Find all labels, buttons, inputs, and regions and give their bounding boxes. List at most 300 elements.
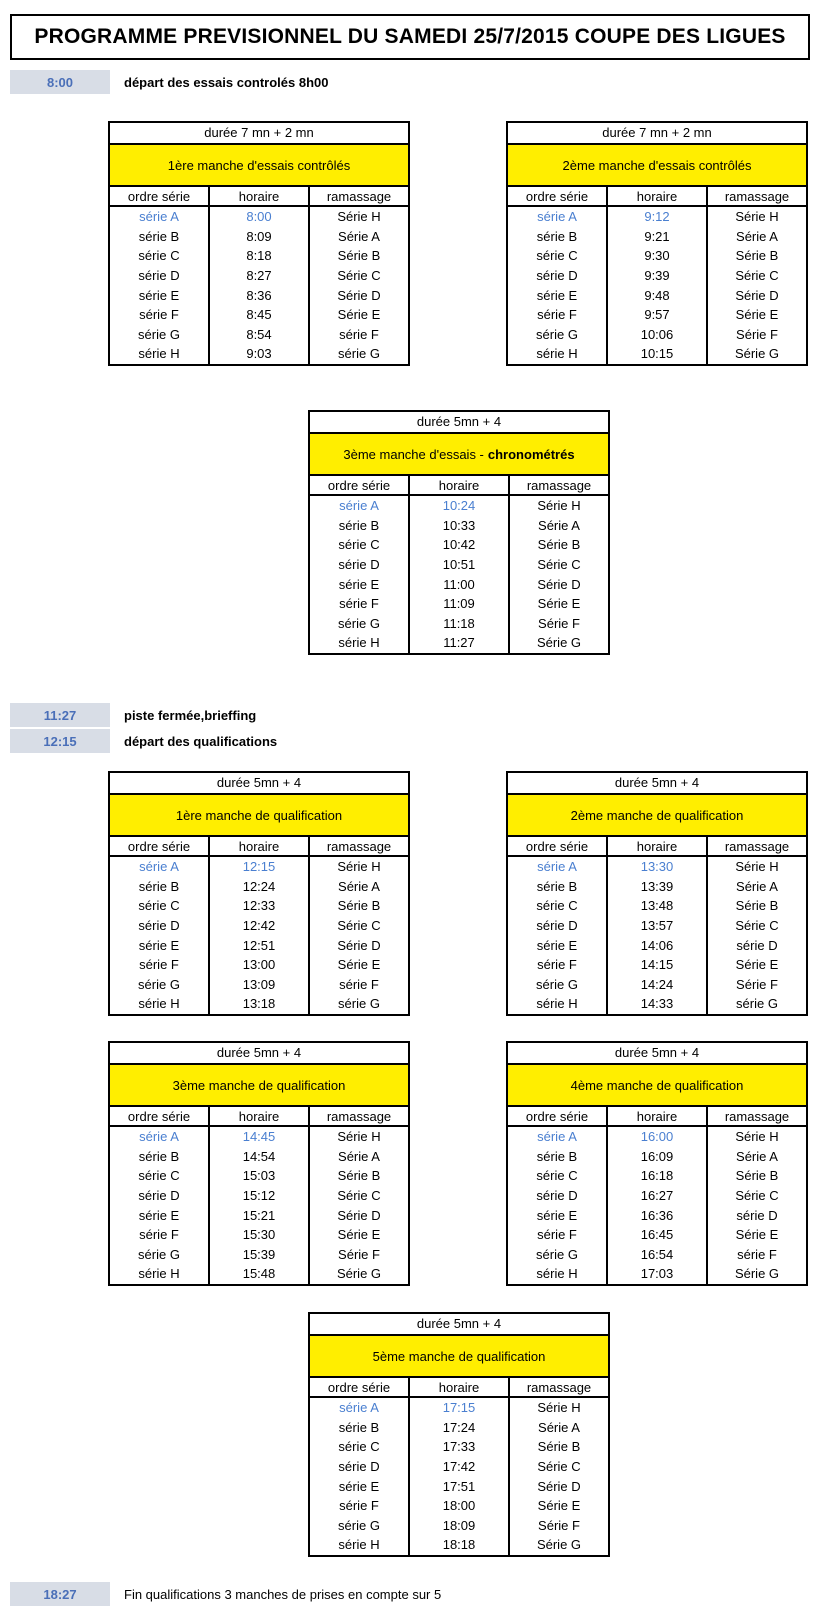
time-cell: 12:42 bbox=[209, 916, 309, 936]
time-cell: 8:45 bbox=[209, 305, 309, 325]
time-cell: 14:54 bbox=[209, 1147, 309, 1167]
series-cell: série H bbox=[508, 344, 607, 364]
pickup-cell: série D bbox=[736, 937, 778, 953]
schedule-title bbox=[508, 795, 806, 837]
series-cell: série E bbox=[110, 935, 209, 955]
schedule-title-text: 2ème manche de qualification bbox=[570, 807, 744, 823]
table-row bbox=[110, 935, 408, 955]
table-row bbox=[508, 1147, 806, 1167]
column-header: ramassage bbox=[509, 1378, 608, 1397]
series-cell: série C bbox=[508, 1166, 607, 1186]
table-row bbox=[110, 896, 408, 916]
schedule-title-text: 1ère manche d'essais contrôlés bbox=[167, 157, 351, 173]
column-header: ramassage bbox=[707, 1107, 806, 1126]
series-cell: série D bbox=[110, 916, 209, 936]
series-cell: série A bbox=[508, 1126, 607, 1147]
time-cell: 16:36 bbox=[607, 1205, 707, 1225]
header-row bbox=[310, 476, 608, 495]
series-cell: série D bbox=[110, 266, 209, 286]
table-row bbox=[508, 955, 806, 975]
time-cell: 11:27 bbox=[409, 633, 509, 653]
table-row bbox=[508, 877, 806, 897]
series-cell: série B bbox=[508, 877, 607, 897]
time-cell: 13:30 bbox=[607, 856, 707, 877]
series-cell: série C bbox=[310, 1437, 409, 1457]
column-header: horaire bbox=[607, 1107, 707, 1126]
series-cell: série H bbox=[508, 994, 607, 1014]
pickup-cell: Série H bbox=[735, 1129, 779, 1145]
time-cell: 8:27 bbox=[209, 266, 309, 286]
table-row bbox=[508, 246, 806, 266]
pickup-cell: Série H bbox=[735, 859, 779, 875]
table-row bbox=[310, 1496, 608, 1516]
column-header: ramassage bbox=[707, 187, 806, 206]
series-cell: série A bbox=[310, 495, 409, 516]
pickup-cell: Série D bbox=[337, 937, 381, 953]
table-row bbox=[508, 206, 806, 227]
schedule-duration: durée 5mn + 4 bbox=[310, 1314, 608, 1336]
schedule-title-text: 5ème manche de qualification bbox=[372, 1348, 546, 1364]
page-title: PROGRAMME PREVISIONNEL DU SAMEDI 25/7/2015 COUPE DES LIGUES bbox=[10, 14, 810, 60]
timeline-text: départ des essais controlés 8h00 bbox=[124, 74, 329, 90]
series-cell: série A bbox=[110, 856, 209, 877]
pickup-cell: Série C bbox=[735, 918, 779, 934]
table-row bbox=[508, 266, 806, 286]
time-cell: 18:09 bbox=[409, 1516, 509, 1536]
timeline-time: 12:15 bbox=[10, 729, 110, 753]
table-row bbox=[110, 856, 408, 877]
column-header: ramassage bbox=[707, 837, 806, 856]
column-header: ramassage bbox=[309, 1107, 408, 1126]
time-cell: 9:48 bbox=[607, 285, 707, 305]
pickup-cell: Série E bbox=[735, 957, 779, 973]
schedule-grid bbox=[508, 187, 806, 364]
table-row bbox=[310, 1535, 608, 1555]
timeline-row bbox=[10, 729, 277, 753]
schedule-grid bbox=[310, 476, 608, 653]
series-cell: série C bbox=[110, 1166, 209, 1186]
time-cell: 15:21 bbox=[209, 1205, 309, 1225]
schedule-grid bbox=[110, 1107, 408, 1284]
time-cell: 12:24 bbox=[209, 877, 309, 897]
schedule-title-text: 1ère manche de qualification bbox=[175, 807, 343, 823]
time-cell: 9:39 bbox=[607, 266, 707, 286]
pickup-cell: Série C bbox=[337, 268, 381, 284]
schedule-title-text: 3ème manche de qualification bbox=[172, 1077, 346, 1093]
pickup-cell: Série D bbox=[337, 1207, 381, 1223]
table-row bbox=[110, 266, 408, 286]
series-cell: série F bbox=[110, 955, 209, 975]
pickup-cell: Série B bbox=[337, 898, 381, 914]
pickup-cell: Série A bbox=[538, 517, 580, 533]
table-row bbox=[508, 935, 806, 955]
table-row bbox=[110, 1245, 408, 1265]
schedule-table bbox=[308, 1312, 610, 1557]
time-cell: 16:18 bbox=[607, 1166, 707, 1186]
timeline-text: piste fermée,brieffing bbox=[124, 707, 257, 723]
series-cell: série A bbox=[508, 206, 607, 227]
series-cell: série E bbox=[110, 1205, 209, 1225]
pickup-cell: Série C bbox=[537, 557, 581, 573]
header-row bbox=[110, 1107, 408, 1126]
schedule-table bbox=[506, 771, 808, 1016]
pickup-cell: Série C bbox=[537, 1459, 581, 1475]
pickup-cell: Série B bbox=[735, 898, 779, 914]
time-cell: 9:21 bbox=[607, 227, 707, 247]
time-cell: 9:30 bbox=[607, 246, 707, 266]
table-row bbox=[110, 1264, 408, 1284]
table-row bbox=[110, 1225, 408, 1245]
time-cell: 12:51 bbox=[209, 935, 309, 955]
timeline-row bbox=[10, 70, 328, 94]
pickup-cell: Série E bbox=[537, 596, 581, 612]
time-cell: 14:24 bbox=[607, 975, 707, 995]
time-cell: 14:06 bbox=[607, 935, 707, 955]
table-row bbox=[310, 1397, 608, 1418]
series-cell: série B bbox=[508, 227, 607, 247]
series-cell: série G bbox=[508, 325, 607, 345]
pickup-cell: Série E bbox=[337, 957, 381, 973]
series-cell: série G bbox=[310, 614, 409, 634]
pickup-cell: série F bbox=[339, 326, 379, 342]
table-row bbox=[508, 227, 806, 247]
time-cell: 12:33 bbox=[209, 896, 309, 916]
series-cell: série C bbox=[110, 246, 209, 266]
table-row bbox=[508, 1186, 806, 1206]
series-cell: série D bbox=[310, 1457, 409, 1477]
column-header: horaire bbox=[209, 837, 309, 856]
header-row bbox=[508, 837, 806, 856]
time-cell: 15:48 bbox=[209, 1264, 309, 1284]
time-cell: 11:00 bbox=[409, 574, 509, 594]
table-row bbox=[508, 856, 806, 877]
series-cell: série F bbox=[110, 1225, 209, 1245]
series-cell: série F bbox=[508, 955, 607, 975]
pickup-cell: Série D bbox=[537, 1478, 581, 1494]
pickup-cell: Série F bbox=[538, 1517, 580, 1533]
schedule-table bbox=[308, 410, 610, 655]
table-row bbox=[110, 877, 408, 897]
schedule-duration: durée 5mn + 4 bbox=[310, 412, 608, 434]
table-row bbox=[110, 955, 408, 975]
table-row bbox=[310, 555, 608, 575]
pickup-cell: Série C bbox=[735, 1188, 779, 1204]
series-cell: série H bbox=[110, 1264, 209, 1284]
time-cell: 8:18 bbox=[209, 246, 309, 266]
schedule-duration: durée 7 mn + 2 mn bbox=[110, 123, 408, 145]
timeline-time: 18:27 bbox=[10, 1582, 110, 1606]
pickup-cell: Série A bbox=[338, 1148, 380, 1164]
series-cell: série G bbox=[508, 1245, 607, 1265]
pickup-cell: Série B bbox=[537, 537, 581, 553]
pickup-cell: Série D bbox=[337, 287, 381, 303]
pickup-cell: Série A bbox=[736, 1148, 778, 1164]
table-row bbox=[310, 574, 608, 594]
time-cell: 10:24 bbox=[409, 495, 509, 516]
column-header: ordre série bbox=[508, 187, 607, 206]
schedule-table bbox=[108, 121, 410, 366]
table-row bbox=[508, 916, 806, 936]
column-header: horaire bbox=[607, 187, 707, 206]
pickup-cell: Série F bbox=[338, 1246, 380, 1262]
time-cell: 17:51 bbox=[409, 1476, 509, 1496]
column-header: horaire bbox=[409, 1378, 509, 1397]
time-cell: 13:48 bbox=[607, 896, 707, 916]
pickup-cell: Série E bbox=[735, 1227, 779, 1243]
table-row bbox=[508, 1166, 806, 1186]
schedule-title bbox=[110, 1065, 408, 1107]
schedule-duration: durée 5mn + 4 bbox=[110, 773, 408, 795]
timeline-time: 11:27 bbox=[10, 703, 110, 727]
time-cell: 10:15 bbox=[607, 344, 707, 364]
schedule-title bbox=[310, 1336, 608, 1378]
table-row bbox=[508, 994, 806, 1014]
table-row bbox=[310, 1457, 608, 1477]
table-row bbox=[110, 916, 408, 936]
table-row bbox=[310, 495, 608, 516]
schedule-duration: durée 5mn + 4 bbox=[508, 773, 806, 795]
table-row bbox=[110, 325, 408, 345]
table-row bbox=[110, 344, 408, 364]
column-header: ordre série bbox=[310, 476, 409, 495]
time-cell: 15:03 bbox=[209, 1166, 309, 1186]
series-cell: série D bbox=[110, 1186, 209, 1206]
time-cell: 8:36 bbox=[209, 285, 309, 305]
time-cell: 11:18 bbox=[409, 614, 509, 634]
series-cell: série E bbox=[508, 285, 607, 305]
timeline-time: 8:00 bbox=[10, 70, 110, 94]
column-header: ordre série bbox=[508, 1107, 607, 1126]
series-cell: série H bbox=[310, 1535, 409, 1555]
time-cell: 13:00 bbox=[209, 955, 309, 975]
series-cell: série D bbox=[310, 555, 409, 575]
series-cell: série G bbox=[110, 325, 209, 345]
series-cell: série E bbox=[310, 574, 409, 594]
time-cell: 17:15 bbox=[409, 1397, 509, 1418]
pickup-cell: Série D bbox=[537, 576, 581, 592]
column-header: ordre série bbox=[110, 187, 209, 206]
series-cell: série G bbox=[110, 1245, 209, 1265]
header-row bbox=[310, 1378, 608, 1397]
time-cell: 16:45 bbox=[607, 1225, 707, 1245]
series-cell: série A bbox=[110, 1126, 209, 1147]
schedule-grid bbox=[110, 837, 408, 1014]
schedule-duration: durée 5mn + 4 bbox=[110, 1043, 408, 1065]
time-cell: 14:45 bbox=[209, 1126, 309, 1147]
time-cell: 12:15 bbox=[209, 856, 309, 877]
time-cell: 17:24 bbox=[409, 1418, 509, 1438]
column-header: ramassage bbox=[309, 837, 408, 856]
series-cell: série C bbox=[110, 896, 209, 916]
series-cell: série G bbox=[508, 975, 607, 995]
pickup-cell: Série F bbox=[736, 326, 778, 342]
table-row bbox=[310, 614, 608, 634]
series-cell: série B bbox=[310, 516, 409, 536]
pickup-cell: Série H bbox=[337, 1129, 381, 1145]
series-cell: série H bbox=[110, 344, 209, 364]
timeline-text: Fin qualifications 3 manches de prises en compte sur 5 bbox=[124, 1586, 442, 1602]
series-cell: série F bbox=[508, 1225, 607, 1245]
series-cell: série E bbox=[110, 285, 209, 305]
schedule-title bbox=[110, 795, 408, 837]
pickup-cell: Série G bbox=[536, 635, 582, 651]
time-cell: 16:27 bbox=[607, 1186, 707, 1206]
table-row bbox=[110, 206, 408, 227]
pickup-cell: Série H bbox=[537, 1400, 581, 1416]
pickup-cell: Série H bbox=[337, 209, 381, 225]
table-row bbox=[508, 1225, 806, 1245]
column-header: horaire bbox=[409, 476, 509, 495]
series-cell: série D bbox=[508, 1186, 607, 1206]
table-row bbox=[310, 535, 608, 555]
time-cell: 9:12 bbox=[607, 206, 707, 227]
time-cell: 15:30 bbox=[209, 1225, 309, 1245]
table-row bbox=[310, 1437, 608, 1457]
timeline-text: départ des qualifications bbox=[124, 733, 278, 749]
table-row bbox=[310, 594, 608, 614]
series-cell: série B bbox=[310, 1418, 409, 1438]
pickup-cell: Série D bbox=[735, 287, 779, 303]
column-header: horaire bbox=[209, 187, 309, 206]
time-cell: 9:57 bbox=[607, 305, 707, 325]
schedule-title bbox=[508, 1065, 806, 1107]
column-header: ordre série bbox=[110, 1107, 209, 1126]
column-header: ramassage bbox=[509, 476, 608, 495]
pickup-cell: série G bbox=[736, 996, 778, 1012]
series-cell: série C bbox=[310, 535, 409, 555]
table-row bbox=[110, 285, 408, 305]
pickup-cell: Série B bbox=[735, 1168, 779, 1184]
schedule-table bbox=[108, 1041, 410, 1286]
pickup-cell: Série C bbox=[735, 268, 779, 284]
pickup-cell: Série H bbox=[337, 859, 381, 875]
schedule-duration: durée 5mn + 4 bbox=[508, 1043, 806, 1065]
pickup-cell: Série F bbox=[736, 976, 778, 992]
schedule-grid bbox=[508, 1107, 806, 1284]
header-row bbox=[508, 187, 806, 206]
table-row bbox=[508, 325, 806, 345]
time-cell: 17:03 bbox=[607, 1264, 707, 1284]
series-cell: série B bbox=[508, 1147, 607, 1167]
pickup-cell: Série A bbox=[736, 878, 778, 894]
series-cell: série B bbox=[110, 877, 209, 897]
schedule-table bbox=[506, 1041, 808, 1286]
time-cell: 14:33 bbox=[607, 994, 707, 1014]
pickup-cell: Série B bbox=[537, 1439, 581, 1455]
table-row bbox=[508, 1205, 806, 1225]
schedule-table bbox=[506, 121, 808, 366]
pickup-cell: Série B bbox=[337, 1168, 381, 1184]
pickup-cell: Série A bbox=[736, 228, 778, 244]
table-row bbox=[508, 344, 806, 364]
table-row bbox=[310, 633, 608, 653]
time-cell: 16:54 bbox=[607, 1245, 707, 1265]
time-cell: 13:39 bbox=[607, 877, 707, 897]
series-cell: série E bbox=[310, 1476, 409, 1496]
header-row bbox=[110, 837, 408, 856]
pickup-cell: série G bbox=[338, 346, 380, 362]
pickup-cell: Série G bbox=[336, 1266, 382, 1282]
schedule-duration: durée 7 mn + 2 mn bbox=[508, 123, 806, 145]
table-row bbox=[508, 1264, 806, 1284]
pickup-cell: Série B bbox=[337, 248, 381, 264]
schedule-grid bbox=[508, 837, 806, 1014]
schedule-grid bbox=[310, 1378, 608, 1555]
pickup-cell: Série G bbox=[734, 1266, 780, 1282]
pickup-cell: Série E bbox=[337, 1227, 381, 1243]
pickup-cell: Série F bbox=[538, 615, 580, 631]
pickup-cell: série G bbox=[338, 996, 380, 1012]
time-cell: 10:51 bbox=[409, 555, 509, 575]
time-cell: 15:12 bbox=[209, 1186, 309, 1206]
series-cell: série E bbox=[508, 1205, 607, 1225]
time-cell: 15:39 bbox=[209, 1245, 309, 1265]
column-header: ordre série bbox=[310, 1378, 409, 1397]
pickup-cell: Série E bbox=[537, 1498, 581, 1514]
series-cell: série D bbox=[508, 266, 607, 286]
pickup-cell: Série H bbox=[537, 498, 581, 514]
pickup-cell: Série G bbox=[536, 1537, 582, 1553]
time-cell: 13:57 bbox=[607, 916, 707, 936]
series-cell: série C bbox=[508, 246, 607, 266]
time-cell: 10:33 bbox=[409, 516, 509, 536]
series-cell: série F bbox=[310, 1496, 409, 1516]
series-cell: série H bbox=[508, 1264, 607, 1284]
schedule-title-text: 3ème manche d'essais - bbox=[343, 446, 484, 462]
pickup-cell: série F bbox=[339, 976, 379, 992]
column-header: ordre série bbox=[110, 837, 209, 856]
time-cell: 16:00 bbox=[607, 1126, 707, 1147]
table-row bbox=[110, 975, 408, 995]
time-cell: 10:42 bbox=[409, 535, 509, 555]
series-cell: série B bbox=[110, 1147, 209, 1167]
time-cell: 11:09 bbox=[409, 594, 509, 614]
time-cell: 9:03 bbox=[209, 344, 309, 364]
column-header: horaire bbox=[607, 837, 707, 856]
series-cell: série F bbox=[110, 305, 209, 325]
series-cell: série H bbox=[110, 994, 209, 1014]
series-cell: série B bbox=[110, 227, 209, 247]
schedule-title bbox=[110, 145, 408, 187]
table-row bbox=[110, 1205, 408, 1225]
pickup-cell: Série A bbox=[338, 878, 380, 894]
time-cell: 10:06 bbox=[607, 325, 707, 345]
table-row bbox=[508, 1245, 806, 1265]
table-row bbox=[310, 516, 608, 536]
series-cell: série D bbox=[508, 916, 607, 936]
table-row bbox=[310, 1476, 608, 1496]
pickup-cell: Série B bbox=[735, 248, 779, 264]
table-row bbox=[310, 1516, 608, 1536]
header-row bbox=[508, 1107, 806, 1126]
time-cell: 14:15 bbox=[607, 955, 707, 975]
series-cell: série F bbox=[310, 594, 409, 614]
pickup-cell: Série E bbox=[337, 307, 381, 323]
pickup-cell: Série A bbox=[538, 1419, 580, 1435]
table-row bbox=[508, 1126, 806, 1147]
pickup-cell: Série C bbox=[337, 1188, 381, 1204]
column-header: horaire bbox=[209, 1107, 309, 1126]
table-row bbox=[508, 305, 806, 325]
header-row bbox=[110, 187, 408, 206]
table-row bbox=[508, 975, 806, 995]
time-cell: 8:09 bbox=[209, 227, 309, 247]
pickup-cell: Série H bbox=[735, 209, 779, 225]
schedule-title-text: 2ème manche d'essais contrôlés bbox=[562, 157, 752, 173]
series-cell: série G bbox=[110, 975, 209, 995]
pickup-cell: Série A bbox=[338, 228, 380, 244]
table-row bbox=[110, 1186, 408, 1206]
